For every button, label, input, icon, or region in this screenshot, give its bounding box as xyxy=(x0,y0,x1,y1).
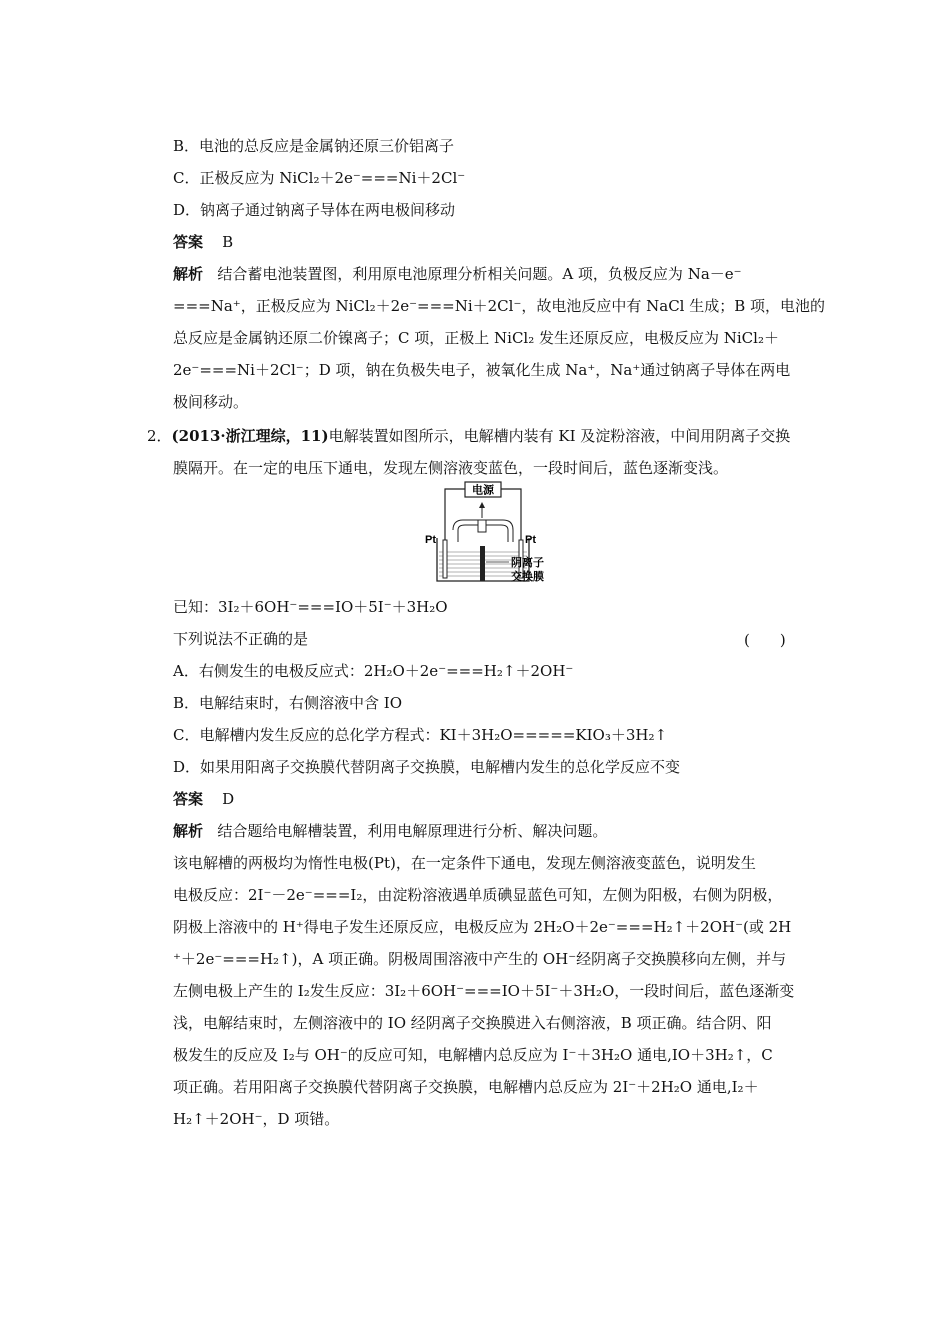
q2-analysis-line-0: 该电解槽的两极均为惰性电极(Pt)，在一定条件下通电，发现左侧溶液变蓝色，说明发生 xyxy=(173,854,756,872)
q1-option-b: B．电池的总反应是金属钠还原三价铝离子 xyxy=(173,137,455,155)
q1-analysis-line-0: 解析 结合蓄电池装置图，利用原电池原理分析相关问题。A 项，负极反应为 Na－e⁻ xyxy=(173,265,742,283)
q2-analysis-line-4: 左侧电极上产生的 I₂发生反应：3I₂＋6OH⁻===IO＋5I⁻＋3H₂O，一段时间后，蓝色逐渐变 xyxy=(173,982,795,1000)
q1-analysis-line-2: 总反应是金属钠还原二价镍离子；C 项，正极上 NiCl₂ 发生还原反应，电极反应为 NiCl₂＋ xyxy=(173,329,779,347)
right-electrode-label: Pt xyxy=(525,534,536,546)
q2-option-c: C．电解槽内发生反应的总化学方程式：KI＋3H₂O=====KIO₃＋3H₂↑ xyxy=(173,726,668,744)
q2-analysis-line-6: 极发生的反应及 I₂与 OH⁻的反应可知，电解槽内总反应为 I⁻＋3H₂O 通电,IO＋3H₂↑，C xyxy=(173,1046,773,1064)
q2-analysis-line-1: 电极反应：2I⁻－2e⁻===I₂，由淀粉溶液遇单质碘显蓝色可知，左侧为阳极，右侧为阴极， xyxy=(173,886,783,904)
q1-answer-label: 答案 xyxy=(173,233,204,251)
q1-analysis-line-3: 2e⁻===Ni＋2Cl⁻；D 项，钠在负极失电子，被氧化生成 Na⁺，Na⁺通过钠离子导体在两电 xyxy=(173,361,791,379)
q1-option-d: D．钠离子通过钠离子导体在两电极间移动 xyxy=(173,201,456,219)
left-wire xyxy=(445,489,465,540)
q1-answer-value: B xyxy=(222,233,234,251)
q2-option-d: D．如果用阳离子交换膜代替阴离子交换膜，电解槽内发生的总化学反应不变 xyxy=(173,758,681,776)
q2-known: 已知：3I₂＋6OH⁻===IO＋5I⁻＋3H₂O xyxy=(173,598,448,616)
q2-number: 2． xyxy=(147,427,172,445)
q2-option-a: A．右侧发生的电极反应式：2H₂O＋2e⁻===H₂↑＋2OH⁻ xyxy=(173,662,574,680)
q2-source: (2013·浙江理综，11) xyxy=(171,427,329,445)
right-wire xyxy=(501,489,521,540)
membrane-label-2: 交换膜 xyxy=(511,571,544,583)
q2-analysis-line-5: 浅，电解结束时，左侧溶液中的 IO 经阴离子交换膜进入右侧溶液，B 项正确。结合阴、阳 xyxy=(173,1014,772,1032)
q2-analysis-first: 解析 结合题给电解槽装置，利用电解原理进行分析、解决问题。 xyxy=(173,822,608,840)
q2-analysis-line-2: 阴极上溶液中的 H⁺得电子发生还原反应，电极反应为 2H₂O＋2e⁻===H₂↑＋2OH⁻(或 2H xyxy=(173,918,792,936)
q1-analysis-label: 解析 xyxy=(173,265,204,283)
q1-analysis-line-1: ===Na⁺，正极反应为 NiCl₂＋2e⁻===Ni＋2Cl⁻，故电池反应中有 NaCl 生成；B 项，电池的 xyxy=(173,297,826,315)
q2-analysis-line-7: 项正确。若用阳离子交换膜代替阴离子交换膜，电解槽内总反应为 2I⁻＋2H₂O 通电,I₂＋ xyxy=(173,1078,759,1096)
left-electrode xyxy=(443,540,447,578)
electrolysis-apparatus-figure xyxy=(425,480,555,587)
q2-analysis-line-8: H₂↑＋2OH⁻，D 项错。 xyxy=(173,1110,340,1128)
q2-question: 下列说法不正确的是 xyxy=(173,630,309,648)
q2-answer-value: D xyxy=(222,790,235,808)
q2-option-b: B．电解结束时，右侧溶液中含 IO xyxy=(173,694,403,712)
q2-analysis-label: 解析 xyxy=(173,822,204,840)
left-electrode-label: Pt xyxy=(425,534,436,546)
q2-stem-line-0: 2．(2013·浙江理综，11)电解装置如图所示，电解槽内装有 KI 及淀粉溶液，中间用阴离子交换 xyxy=(147,427,791,445)
membrane-label-1: 阴离子 xyxy=(511,557,544,569)
q1-analysis-line-4: 极间移动。 xyxy=(173,393,249,411)
q2-answer-label: 答案 xyxy=(173,790,204,808)
anion-exchange-membrane xyxy=(480,546,485,581)
answer-parentheses: ( ) xyxy=(744,631,786,649)
q1-option-c: C．正极反应为 NiCl₂＋2e⁻===Ni＋2Cl⁻ xyxy=(173,169,466,187)
q2-stem-line-1: 膜隔开。在一定的电压下通电，发现左侧溶液变蓝色，一段时间后，蓝色逐渐变浅。 xyxy=(173,459,729,477)
power-source-label: 电源 xyxy=(472,484,494,497)
q2-answer xyxy=(173,789,234,809)
q2-analysis-line-3: ⁺＋2e⁻===H₂↑)，A 项正确。阴极周围溶液中产生的 OH⁻经阴离子交换膜移向左侧，并与 xyxy=(173,950,787,968)
q1-answer xyxy=(173,232,233,252)
